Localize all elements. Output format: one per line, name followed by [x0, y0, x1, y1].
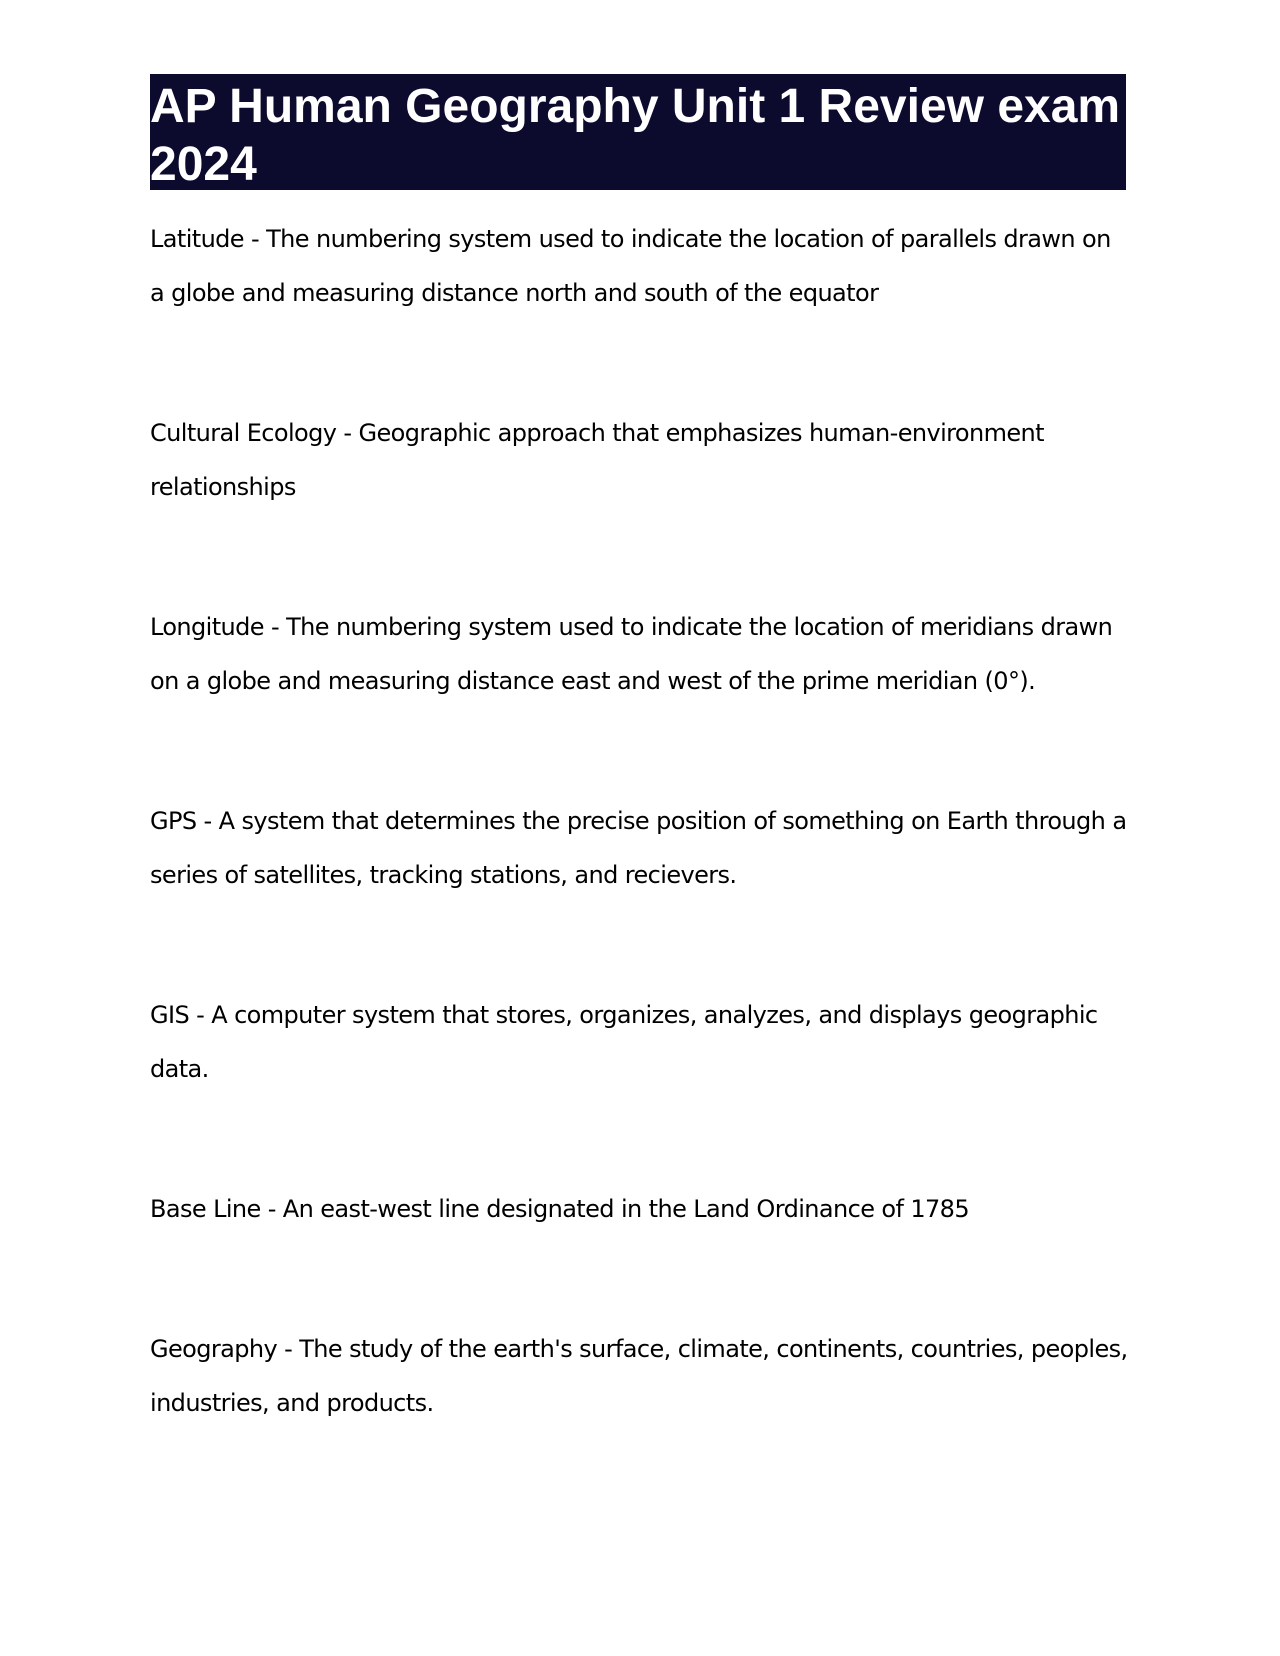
entry-spacer — [150, 320, 1130, 406]
title-banner — [150, 74, 1126, 190]
entry-gps: GPS - A system that determines the precise position of something on Earth through a series of satellites, tracking stations, and recievers. — [150, 807, 1127, 889]
document-title: AP Human Geography Unit 1 Review exam 2024 — [150, 80, 1121, 191]
entry-spacer — [150, 514, 1130, 600]
entry-gis: GIS - A computer system that stores, organizes, analyzes, and displays geographic data. — [150, 1001, 1098, 1083]
entry-list — [150, 212, 1130, 1430]
entry-spacer — [150, 902, 1130, 988]
entry-spacer — [150, 1236, 1130, 1322]
entry-latitude: Latitude - The numbering system used to indicate the location of parallels drawn on a globe and measuring distance north and south of the equator — [150, 225, 1111, 307]
entry-geography: Geography - The study of the earth's surface, climate, continents, countries, peoples, industries, and products. — [150, 1335, 1128, 1417]
entry-base-line: Base Line - An east-west line designated in the Land Ordinance of 1785 — [150, 1195, 970, 1223]
entry-longitude: Longitude - The numbering system used to indicate the location of meridians drawn on a globe and measuring distance east and west of the prime meridian (0°). — [150, 613, 1113, 695]
entry-spacer — [150, 1096, 1130, 1182]
entry-cultural-ecology: Cultural Ecology - Geographic approach that emphasizes human-environment relationships — [150, 419, 1044, 501]
entry-spacer — [150, 708, 1130, 794]
